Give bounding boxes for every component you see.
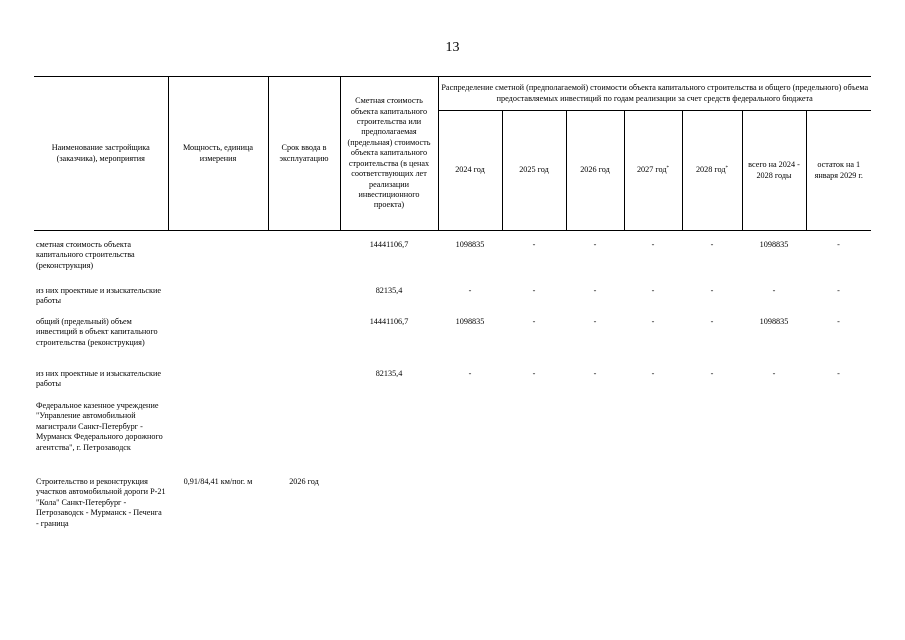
row-2024: 1098835 [455, 317, 485, 326]
row-total [742, 401, 806, 477]
row-capacity: 0,91/84,41 км/пог. м [183, 477, 253, 486]
row-2025 [502, 401, 566, 477]
row-name: общий (предельный) объем инвестиций в объект капитального строительства (реконструкция) [36, 317, 158, 347]
row-capacity [168, 240, 268, 286]
row-remainder: - [837, 317, 840, 326]
row-name: из них проектные и изыскательские работы [36, 369, 161, 389]
row-2026: - [593, 286, 597, 295]
header-year-2027 [624, 111, 682, 231]
table-row [34, 240, 871, 286]
row-remainder: - [837, 240, 840, 249]
header-year-2028-label: 2028 год [695, 165, 726, 175]
header-total: всего на 2024 - 2028 годы [742, 111, 806, 231]
table-row [34, 369, 871, 401]
row-total: 1098835 [759, 240, 789, 249]
row-estimate: 82135,4 [375, 369, 403, 378]
row-2024 [438, 401, 502, 477]
row-2024 [438, 477, 502, 557]
row-remainder: - [837, 286, 840, 295]
row-2025: - [532, 286, 536, 295]
footnote-mark: * [666, 166, 670, 172]
header-deadline: Срок ввода в эксплуатацию [268, 77, 340, 231]
table-row [34, 317, 871, 369]
row-total [742, 477, 806, 557]
row-2025 [502, 477, 566, 557]
footnote-mark: * [725, 166, 729, 172]
row-2026 [566, 477, 624, 557]
row-remainder: - [837, 369, 840, 378]
investment-table [34, 76, 871, 557]
row-deadline [268, 317, 340, 369]
row-capacity [168, 286, 268, 317]
row-estimate [340, 401, 438, 477]
header-capacity: Мощность, единица измерения [168, 77, 268, 231]
header-year-2025: 2025 год [502, 111, 566, 231]
row-2025: - [532, 317, 536, 326]
row-2027 [624, 477, 682, 557]
row-capacity [168, 369, 268, 401]
row-2026 [566, 401, 624, 477]
row-name: сметная стоимость объекта капитального строительства (реконструкция) [36, 240, 135, 270]
header-distribution: Распределение сметной (предполагаемой) стоимости объекта капитального строительства и общего (предельного) объема предоставляемых инвестиций по годам реализации за счет средств федерального бюджета [438, 77, 871, 111]
row-2026: - [593, 240, 597, 249]
row-2027: - [651, 317, 655, 326]
table-row [34, 477, 871, 557]
header-year-2026: 2026 год [566, 111, 624, 231]
row-remainder [806, 401, 871, 477]
row-estimate: 82135,4 [375, 286, 403, 295]
row-2026: - [593, 369, 597, 378]
row-2024: - [468, 369, 472, 378]
row-total: 1098835 [759, 317, 789, 326]
table-row [34, 286, 871, 317]
row-deadline [268, 286, 340, 317]
row-2028: - [710, 286, 714, 295]
row-remainder [806, 477, 871, 557]
row-2028: - [710, 317, 714, 326]
header-name: Наименование застройщика (заказчика), мероприятия [34, 77, 168, 231]
row-2028: - [710, 369, 714, 378]
row-2027 [624, 401, 682, 477]
row-deadline [268, 401, 340, 477]
row-name: из них проектные и изыскательские работы [36, 286, 161, 306]
row-deadline [268, 240, 340, 286]
row-2028: - [710, 240, 714, 249]
row-deadline: 2026 год [289, 477, 319, 486]
row-total: - [772, 369, 776, 378]
header-year-2027-label: 2027 год [636, 165, 667, 175]
table-row [34, 401, 871, 477]
row-capacity [168, 317, 268, 369]
row-estimate: 14441106,7 [369, 317, 409, 326]
row-2025: - [532, 240, 536, 249]
row-estimate [340, 477, 438, 557]
header-year-2024: 2024 год [438, 111, 502, 231]
row-deadline [268, 369, 340, 401]
row-2027: - [651, 369, 655, 378]
row-2027: - [651, 240, 655, 249]
row-2025: - [532, 369, 536, 378]
row-2024: - [468, 286, 472, 295]
row-2026: - [593, 317, 597, 326]
page-number: 13 [445, 40, 460, 55]
row-total: - [772, 286, 776, 295]
header-year-2028 [682, 111, 742, 231]
row-capacity [168, 401, 268, 477]
row-2028 [682, 401, 742, 477]
row-name: Строительство и реконструкция участков автомобильной дороги Р-21 "Кола" Санкт-Петербург - Петрозаводск - Мурманск - Печенга - граница [36, 477, 166, 528]
header-remainder: остаток на 1 января 2029 г. [806, 111, 871, 231]
row-estimate: 14441106,7 [369, 240, 409, 249]
header-estimate: Сметная стоимость объекта капитального строительства или предполагаемая (предельная) стоимость объекта капитального строительства (в ценах соответствующих лет реализации инвестиционного проекта) [340, 77, 438, 231]
row-2027: - [651, 286, 655, 295]
row-name: Федеральное казенное учреждение "Управление автомобильной магистрали Санкт-Петербург - Мурманск Федерального дорожного агентства", г. Петрозаводск [36, 401, 163, 452]
row-2024: 1098835 [455, 240, 485, 249]
row-2028 [682, 477, 742, 557]
